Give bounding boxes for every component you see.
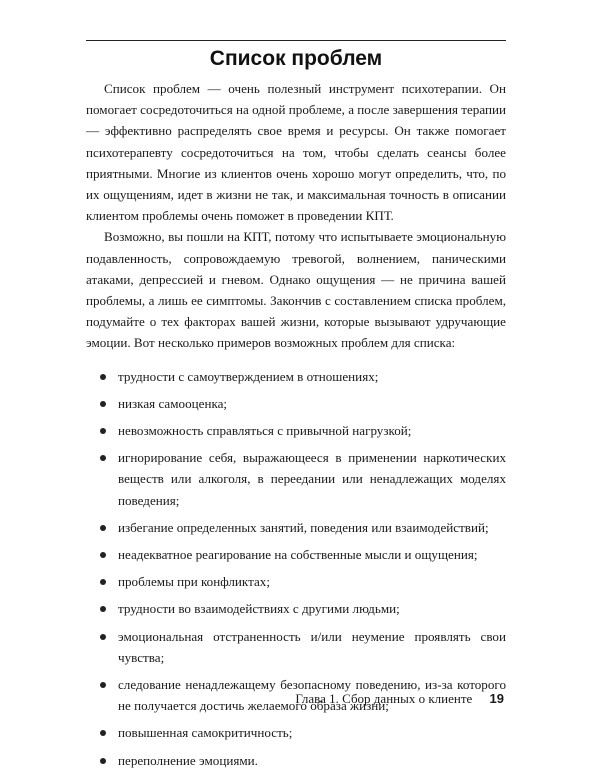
list-item: [86, 750, 506, 771]
bullet-icon: [100, 730, 106, 736]
list-item: [86, 598, 506, 619]
page-footer: [295, 690, 504, 708]
bullet-icon: [100, 401, 106, 407]
body-text: [86, 78, 506, 771]
list-item-text: следование ненадлежащему безопасному поведению, из-за которого не получается достичь желаемого образа жизни;: [118, 677, 506, 714]
bullet-icon: [100, 579, 106, 585]
list-item-text: проблемы при конфликтах;: [118, 574, 270, 590]
list-item-text: переполнение эмоциями.: [118, 752, 258, 768]
list-item: [86, 517, 506, 538]
list-item-text: трудности во взаимодействиях с другими людьми;: [118, 601, 400, 617]
bullet-icon: [100, 758, 106, 764]
list-item-text: игнорирование себя, выражающееся в применении наркотических веществ или алкоголя, в переедании или ненадлежащих моделях поведения;: [118, 450, 506, 508]
list-item: [86, 393, 506, 414]
problem-list: [86, 366, 506, 771]
bullet-icon: [100, 525, 106, 531]
list-item: [86, 544, 506, 565]
bullet-icon: [100, 455, 106, 461]
bullet-icon: [100, 374, 106, 380]
header-rule: [86, 40, 506, 41]
list-item-text: невозможность справляться с привычной нагрузкой;: [118, 423, 412, 439]
bullet-icon: [100, 606, 106, 612]
bullet-icon: [100, 552, 106, 558]
paragraph-intro: Список проблем — очень полезный инструмент психотерапии. Он помогает сосредоточиться на одной проблеме, а после завершения терапии — эффективно распределять свое время и ресурсы. Он также помогает психотерапевту сосредоточиться на том, чтобы сделать сеансы более приятными. Многие из клиентов очень хорошо могут определить, что, по их ощущениям, идет в жизни не так, и максимальная точность в описании клиентом проблемы очень поможет в проведении КПТ.: [86, 81, 506, 224]
list-item-text: эмоциональная отстраненность и/или неумение проявлять свои чувства;: [118, 628, 506, 665]
bullet-icon: [100, 634, 106, 640]
list-item: [86, 571, 506, 592]
list-item-text: трудности с самоутверждением в отношениях;: [118, 368, 379, 384]
chapter-title: Глава 1. Сбор данных о клиенте: [295, 691, 473, 706]
list-item-text: неадекватное реагирование на собственные мысли и ощущения;: [118, 547, 478, 563]
bullet-icon: [100, 428, 106, 434]
list-item: [86, 447, 506, 511]
section-heading: Список проблем: [209, 47, 383, 70]
page-number: 19: [489, 691, 504, 706]
list-item-text: повышенная самокритичность;: [118, 725, 293, 741]
list-item: [86, 366, 506, 387]
paragraph-symptoms: Возможно, вы пошли на КПТ, потому что испытываете эмоциональную подавленность, сопровождаемую тревогой, волнением, паническими атаками, депрессией и гневом. Однако ощущения — не причина вашей проблемы, а лишь ее симптомы. Закончив с составлением списка проблем, подумайте о тех факторах вашей жизни, которые вызывают удручающие эмоции. Вот несколько примеров возможных проблем для списка:: [86, 229, 506, 351]
list-item-text: избегание определенных занятий, поведения или взаимодействий;: [118, 519, 489, 535]
list-item-text: низкая самооценка;: [118, 395, 228, 411]
list-item: [86, 420, 506, 441]
list-item: [86, 722, 506, 743]
list-item: [86, 626, 506, 668]
bullet-icon: [100, 682, 106, 688]
